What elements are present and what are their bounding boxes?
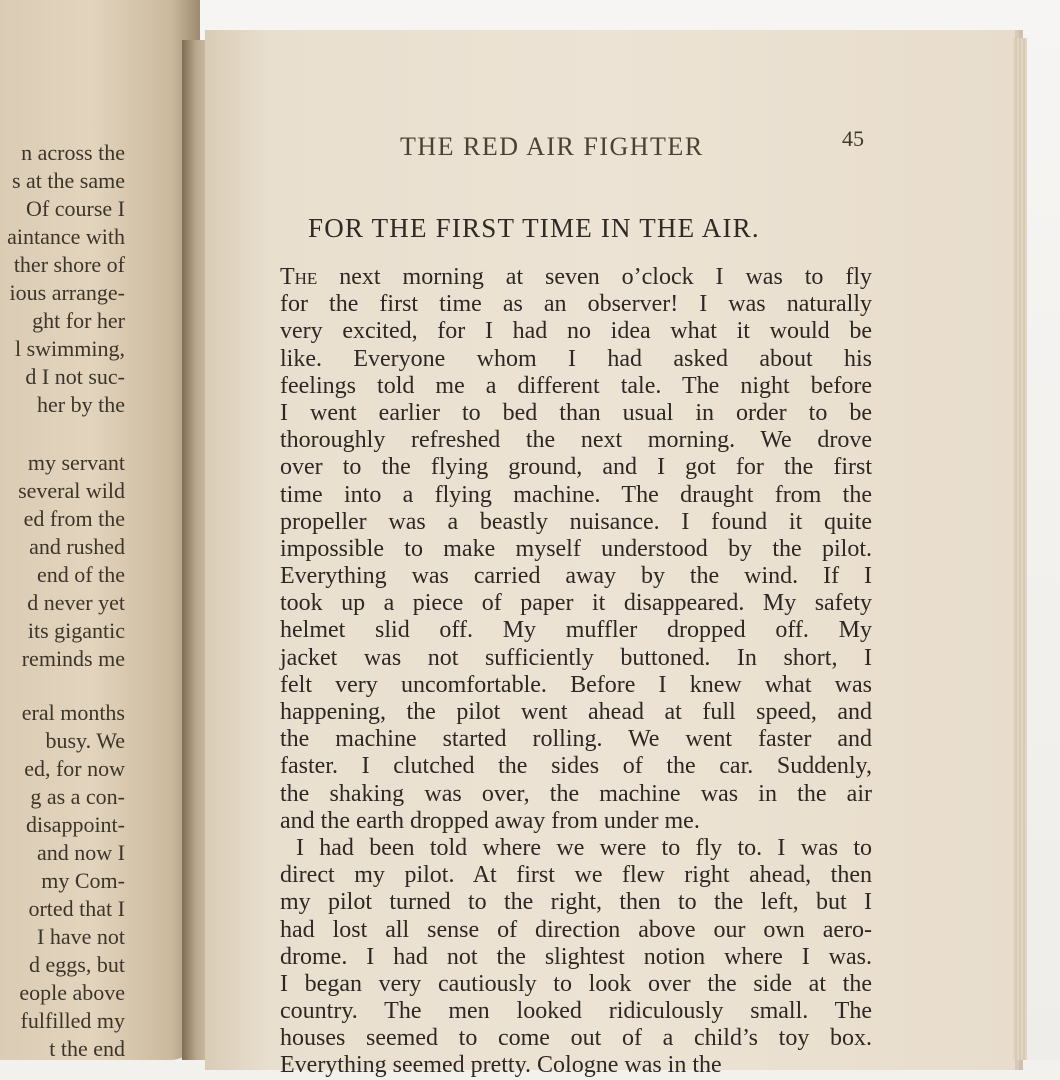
left-page-line: ght for her bbox=[32, 308, 125, 333]
left-page-line: Of course I bbox=[26, 196, 125, 221]
body-line: faster. I clutched the sides of the car. Suddenly, bbox=[280, 753, 872, 780]
body-line: Everything was carried away by the wind. If I bbox=[280, 563, 872, 590]
left-page-line: eral months bbox=[21, 700, 125, 725]
left-page-line: reminds me bbox=[21, 646, 125, 671]
left-page bbox=[0, 0, 200, 1060]
left-page-line: orted that I bbox=[28, 896, 125, 921]
body-line: the machine started rolling. We went faster and bbox=[280, 726, 872, 753]
left-page-line: fulfilled my bbox=[20, 1008, 125, 1033]
left-page-line: my servant bbox=[27, 450, 125, 475]
body-line: the shaking was over, the machine was in the air bbox=[280, 780, 872, 807]
body-line: impossible to make myself understood by the pilot. bbox=[280, 535, 872, 562]
body-line: felt very uncomfortable. Before I knew what was bbox=[280, 671, 872, 698]
body-line: for the first time as an observer! I was naturally bbox=[280, 291, 872, 318]
left-page-line: aintance with bbox=[7, 224, 125, 249]
body-line: I began very cautiously to look over the side at the bbox=[280, 970, 872, 997]
body-line: Everything seemed pretty. Cologne was in the bbox=[280, 1052, 722, 1079]
body-line: drome. I had not the slightest notion where I was. bbox=[280, 943, 872, 970]
left-page-line: disappoint- bbox=[26, 812, 125, 837]
body-text bbox=[280, 264, 872, 1080]
left-page-line: s at the same bbox=[11, 168, 125, 193]
left-page-line: ed from the bbox=[23, 506, 125, 531]
left-page-line: several wild bbox=[18, 478, 125, 503]
left-page-line: t the end bbox=[49, 1036, 125, 1060]
page-number: 45 bbox=[842, 126, 864, 151]
left-page-line: d never yet bbox=[27, 590, 125, 615]
body-line: feelings told me a different tale. The night before bbox=[280, 372, 872, 399]
left-page-line: and now I bbox=[37, 840, 125, 865]
left-page-text bbox=[0, 0, 200, 1060]
running-head: THE RED AIR FIGHTER bbox=[400, 132, 704, 161]
body-line: helmet slid off. My muffler dropped off. My bbox=[280, 617, 872, 644]
chapter-title: FOR THE FIRST TIME IN THE AIR. bbox=[308, 213, 760, 243]
body-line: my pilot turned to the right, then to the left, but I bbox=[280, 889, 872, 916]
left-page-line: busy. We bbox=[45, 728, 125, 753]
left-page-line: ed, for now bbox=[24, 756, 125, 781]
body-line: I went earlier to bed than usual in order to be bbox=[280, 399, 872, 426]
body-line: direct my pilot. At first we flew right ahead, then bbox=[280, 862, 872, 889]
body-line: happening, the pilot went ahead at full speed, and bbox=[280, 699, 872, 725]
left-page-line: d eggs, but bbox=[29, 952, 125, 977]
left-page-line: d I not suc- bbox=[25, 364, 125, 389]
body-line: over to the flying ground, and I got for the first bbox=[280, 454, 872, 481]
body-line: I had been told where we were to fly to. I was to bbox=[296, 834, 872, 861]
body-line bbox=[280, 264, 872, 291]
left-page-line: l swimming, bbox=[14, 336, 125, 361]
left-page-line: its gigantic bbox=[27, 618, 125, 643]
body-line-text: next morning at seven o’clock I was to fly bbox=[317, 264, 872, 290]
left-page-line: my Com- bbox=[41, 868, 125, 893]
body-line: took up a piece of paper it disappeared. My safety bbox=[280, 590, 872, 617]
body-line: jacket was not sufficiently buttoned. In short, I bbox=[280, 644, 872, 671]
left-page-line: her by the bbox=[37, 392, 125, 417]
first-word: The bbox=[280, 264, 318, 290]
left-page-line: I have not bbox=[37, 924, 125, 949]
left-page-line: n across the bbox=[21, 140, 125, 165]
body-line: houses seemed to come out of a child’s toy box. bbox=[280, 1025, 872, 1052]
left-page-line: end of the bbox=[37, 562, 125, 587]
body-line: time into a flying machine. The draught from the bbox=[280, 481, 872, 508]
left-page-line: eople above bbox=[19, 980, 125, 1005]
body-line: country. The men looked ridiculously small. The bbox=[280, 998, 872, 1025]
left-page-line: ther shore of bbox=[13, 252, 125, 277]
body-line: and the earth dropped away from under me. bbox=[280, 807, 700, 834]
left-page-line: and rushed bbox=[29, 534, 125, 559]
left-page-line: g as a con- bbox=[30, 784, 125, 809]
body-line: thoroughly refreshed the next morning. We drove bbox=[280, 427, 872, 454]
body-line: like. Everyone whom I had asked about his bbox=[280, 345, 872, 372]
left-page-line: ious arrange- bbox=[9, 280, 125, 305]
body-line: propeller was a beastly nuisance. I found it quite bbox=[280, 508, 872, 535]
body-line: very excited, for I had no idea what it would be bbox=[280, 318, 872, 345]
page-edges bbox=[1013, 38, 1027, 1060]
body-line: had lost all sense of direction above our own aero- bbox=[280, 916, 872, 943]
